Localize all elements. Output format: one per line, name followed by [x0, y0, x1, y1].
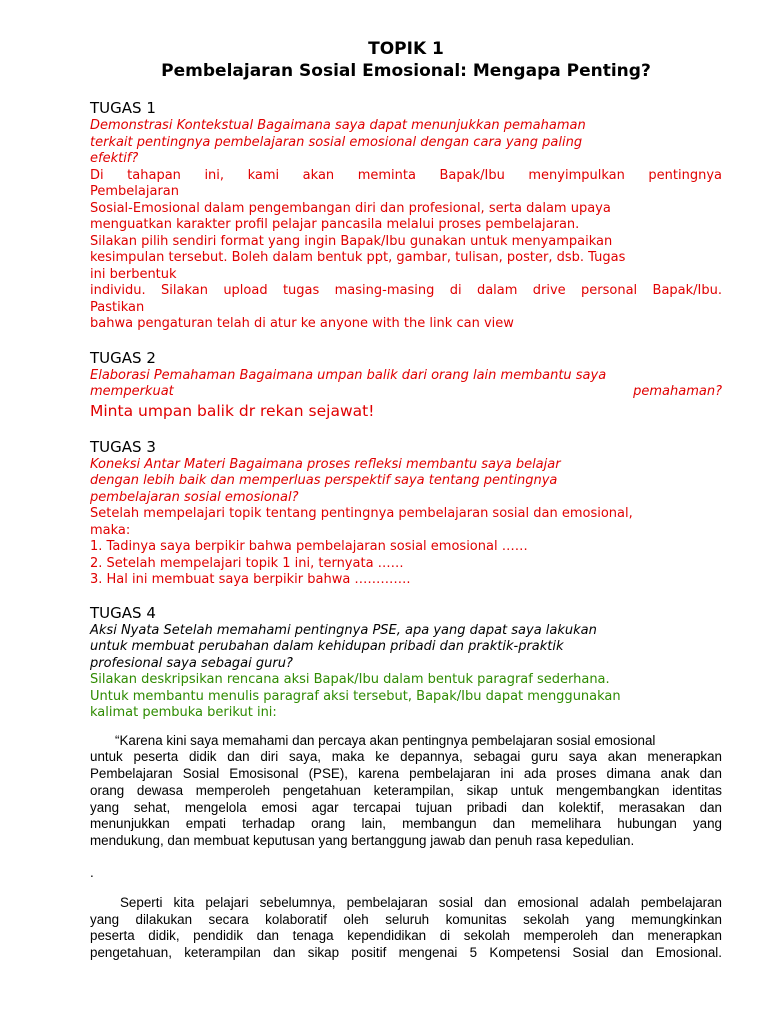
tugas2-note: Minta umpan balik dr rekan sejawat!	[90, 401, 375, 420]
tugas1-body-line: menguatkan karakter profil pelajar pancasila melalui proses pembelajaran.	[90, 217, 580, 232]
separator-dot: .	[90, 865, 94, 881]
tugas3-list-item: 1. Tadinya saya berpikir bahwa pembelajaran sosial emosional ……	[90, 539, 528, 554]
tugas3-prompt-line: Koneksi Antar Materi Bagaimana proses refleksi membantu saya belajar	[90, 456, 561, 472]
tugas1-body-line: individu. Silakan upload tugas masing-masing di dalam drive personal Bapak/Ibu.	[90, 283, 722, 298]
tugas2-heading: TUGAS 2	[90, 348, 156, 367]
tugas1-body-line: Di tahapan ini, kami akan meminta Bapak/Ibu menyimpulkan pentingnya	[90, 167, 722, 183]
tugas4-instruction-line: kalimat pembuka berikut ini:	[90, 705, 277, 720]
document-page	[90, 38, 722, 962]
tugas1-prompt-line: Demonstrasi Kontekstual Bagaimana saya dapat menunjukkan pemahaman	[90, 118, 586, 133]
answer-line: peserta didik, pendidik dan tenaga kependidikan di sekolah memperoleh dan menerapkan	[90, 928, 722, 944]
answer-line: menunjukkan empati terhadap orang lain, membangun dan memelihara hubungan yang	[90, 816, 722, 832]
tugas3-list-item: 3. Hal ini membuat saya berpikir bahwa ………….	[90, 572, 411, 587]
answer-line: pengetahuan, keterampilan dan sikap positif mengenai 5 Kompetensi Sosial dan Emosional.	[90, 945, 722, 961]
tugas1-body-line: kesimpulan tersebut. Boleh dalam bentuk ppt, gambar, tulisan, poster, dsb. Tugas	[90, 250, 626, 265]
tugas2-prompt-line	[90, 384, 722, 401]
tugas2-prompt-line: Elaborasi Pemahaman Bagaimana umpan balik dari orang lain membantu saya	[90, 367, 607, 383]
tugas3-body-line: Setelah mempelajari topik tentang pentingnya pembelajaran sosial dan emosional,	[90, 506, 633, 521]
tugas3-prompt-line: pembelajaran sosial emosional?	[90, 489, 299, 505]
tugas4-prompt-line: Aksi Nyata Setelah memahami pentingnya PSE, apa yang dapat saya lakukan	[90, 622, 597, 638]
answer-paragraph-2	[90, 895, 722, 962]
tugas4-heading: TUGAS 4	[90, 603, 156, 622]
tugas4-prompt-line: untuk membuat perubahan dalam kehidupan pribadi dan praktik-praktik	[90, 639, 564, 654]
topic-subtitle: Pembelajaran Sosial Emosional: Mengapa Penting?	[161, 61, 651, 81]
tugas1-body-line: ini berbentuk	[90, 266, 177, 282]
answer-line: yang dilakukan secara kolaboratif oleh seluruh komunitas sekolah yang memungkinkan	[90, 911, 722, 927]
tugas3-body-line: maka:	[90, 522, 131, 538]
tugas1-heading: TUGAS 1	[90, 99, 156, 117]
tugas1-body-line: Silakan pilih sendiri format yang ingin Bapak/Ibu gunakan untuk menyampaikan	[90, 233, 613, 249]
answer-line: yang sehat, mengelola emosi agar tercapai tujuan pribadi dan kolektif, merasakan dan	[90, 799, 722, 815]
answer-line: Seperti kita pelajari sebelumnya, pembelajaran sosial dan emosional adalah pembelajaran	[120, 894, 722, 910]
tugas1-prompt-line: efektif?	[90, 151, 139, 166]
tugas4-prompt-line: profesional saya sebagai guru?	[90, 655, 293, 671]
tugas4-instruction-line: Silakan deskripsikan rencana aksi Bapak/Ibu dalam bentuk paragraf sederhana.	[90, 672, 610, 687]
tugas2-prompt-left: memperkuat	[90, 384, 174, 399]
tugas3-list-item: 2. Setelah mempelajari topik 1 ini, ternyata ……	[90, 555, 404, 571]
answer-line: mendukung, dan membuat keputusan yang bertanggung jawab dan penuh rasa kepedulian.	[90, 833, 635, 849]
tugas4-instruction-line: Untuk membantu menulis paragraf aksi tersebut, Bapak/Ibu dapat menggunakan	[90, 688, 621, 704]
answer-line: “Karena kini saya memahami dan percaya akan pentingnya pembelajaran sosial emosional	[115, 732, 656, 748]
tugas1-prompt-line: terkait pentingnya pembelajaran sosial emosional dengan cara yang paling	[90, 134, 583, 150]
tugas2-prompt-right: pemahaman?	[633, 384, 722, 399]
tugas1-body-line: Pastikan	[90, 299, 145, 315]
answer-line: untuk peserta didik dan diri saya, maka ke depannya, sebagai guru saya akan menerapkan	[90, 749, 722, 765]
answer-paragraph-1	[90, 733, 722, 851]
tugas1-body-line: bahwa pengaturan telah di atur ke anyone with the link can view	[90, 316, 514, 331]
answer-line: orang dewasa memperoleh pengetahuan keterampilan, sikap untuk mengembangkan identitas	[90, 782, 722, 798]
topic-title: TOPIK 1	[368, 39, 444, 59]
tugas3-prompt-line: dengan lebih baik dan memperluas perspektif saya tentang pentingnya	[90, 473, 558, 488]
tugas1-body-line: Pembelajaran	[90, 184, 179, 199]
tugas1-body-line: Sosial-Emosional dalam pengembangan diri dan profesional, serta dalam upaya	[90, 200, 611, 216]
answer-line: Pembelajaran Sosial Emosisonal (PSE), karena pembelajaran ini ada proses dimana anak dan	[90, 766, 722, 782]
tugas3-heading: TUGAS 3	[90, 437, 156, 456]
